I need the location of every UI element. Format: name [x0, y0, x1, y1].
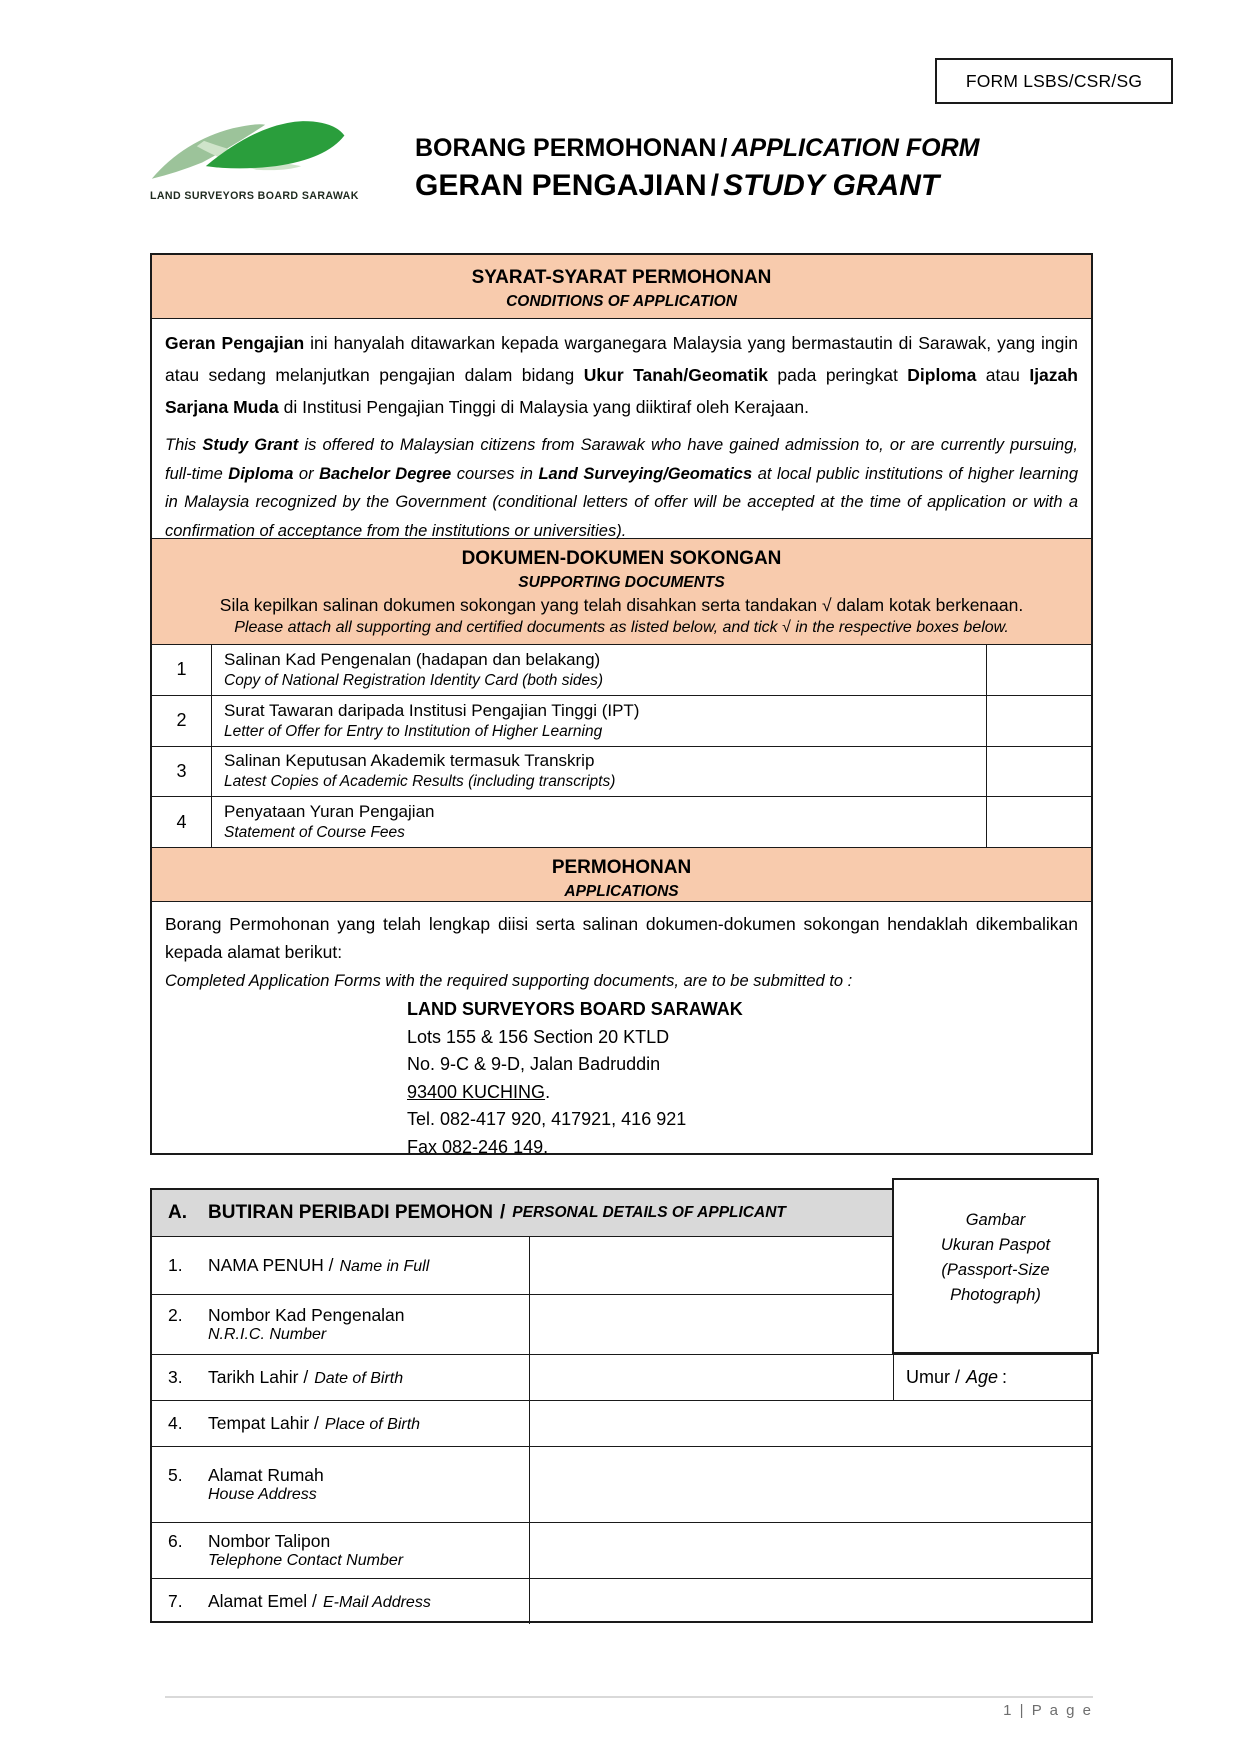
document-row-4	[152, 797, 1091, 847]
row-place-of-birth	[152, 1401, 1091, 1447]
applications-paragraph-english: Completed Application Forms with the required supporting documents, are to be submitted to :	[165, 972, 853, 990]
document-number: 2	[152, 696, 212, 746]
row-number: 3.	[168, 1367, 183, 1387]
section-letter: A.	[168, 1202, 187, 1223]
text-run: di Institusi Pengajian Tinggi di Malaysia yang diiktiraf oleh Kerajaan.	[278, 397, 809, 417]
documents-section-header	[152, 539, 1091, 645]
text-run: Diploma	[907, 365, 977, 385]
age-colon: :	[1002, 1367, 1008, 1387]
row-date-of-birth	[152, 1355, 1091, 1401]
document-description	[212, 645, 987, 695]
text-run: Ijazah Sarjana Muda	[165, 365, 1078, 417]
row-email-address	[152, 1579, 1091, 1624]
label-malay: Tarikh Lahir /	[208, 1367, 309, 1387]
text-run: This	[165, 436, 203, 454]
address-telephone: Tel. 082-417 920, 417921, 416 921	[407, 1109, 687, 1129]
title2-malay: GERAN PENGAJIAN	[415, 169, 707, 202]
document-row-1	[152, 645, 1091, 696]
text-run: atau	[976, 365, 1030, 385]
row-number: 7.	[168, 1591, 183, 1611]
documents-instruction-malay: Sila kepilkan salinan dokumen sokongan yang telah disahkan serta tandakan √ dalam kotak berkenaan.	[219, 595, 1024, 615]
document-title-english: Statement of Course Fees	[224, 824, 405, 842]
conditions-section-header	[152, 255, 1091, 319]
text-run: or	[293, 464, 320, 483]
personal-heading-english: PERSONAL DETAILS OF APPLICANT	[512, 1204, 786, 1221]
text-run: is offered to Malaysian citizens from Sarawak who have gained admission to, or are currently pursuing, full-time	[165, 436, 1078, 483]
photo-box-line-2: Ukuran Paspot	[940, 1236, 1051, 1254]
form-title	[415, 130, 980, 206]
page-number: 1 | P a g e	[1003, 1702, 1093, 1719]
label-malay: NAMA PENUH /	[208, 1255, 334, 1275]
text-run: Geran Pengajian	[165, 333, 305, 353]
label-english: E-Mail Address	[322, 1594, 431, 1611]
document-row-2	[152, 696, 1091, 747]
applications-heading-malay: PERMOHONAN	[551, 857, 692, 878]
title2-separator: /	[710, 169, 720, 202]
conditions-table	[150, 253, 1093, 1155]
tick-box-4[interactable]	[987, 797, 1091, 847]
title-line-2	[415, 166, 980, 206]
title1-malay: BORANG PERMOHONAN	[415, 134, 717, 162]
documents-checklist	[152, 645, 1091, 847]
label-english: N.R.I.C. Number	[208, 1326, 327, 1343]
conditions-paragraph-malay	[165, 327, 1078, 423]
address-line-2: No. 9-C & 9-D, Jalan Badruddin	[407, 1054, 661, 1074]
footer-divider	[165, 1696, 1093, 1698]
address-city-suffix: .	[545, 1081, 551, 1102]
age-label-malay: Umur /	[906, 1367, 960, 1387]
address-city: 93400 KUCHING	[407, 1081, 546, 1102]
row-telephone-number	[152, 1523, 1091, 1579]
text-run: Bachelor Degree	[319, 464, 452, 483]
label-malay: Nombor Kad Pengenalan	[208, 1305, 405, 1325]
label-english: Name in Full	[339, 1258, 430, 1275]
document-title-malay: Surat Tawaran daripada Institusi Pengajian Tinggi (IPT)	[224, 700, 640, 720]
title2-english: STUDY GRANT	[723, 169, 940, 202]
label-telephone-number	[152, 1523, 530, 1578]
label-date-of-birth	[152, 1355, 530, 1400]
title1-separator: /	[720, 134, 728, 162]
document-title-english: Copy of National Registration Identity Card (both sides)	[224, 671, 604, 689]
applications-body	[152, 902, 1091, 1153]
document-number: 3	[152, 747, 212, 797]
label-english: House Address	[208, 1486, 317, 1503]
document-number: 4	[152, 797, 212, 847]
address-line-3	[407, 1079, 1078, 1107]
conditions-paragraph-english	[165, 431, 1078, 539]
document-number: 1	[152, 645, 212, 695]
photo-box-line-1: Gambar	[965, 1211, 1026, 1229]
label-malay: Alamat Rumah	[208, 1465, 324, 1485]
document-title-english: Latest Copies of Academic Results (including transcripts)	[224, 773, 616, 791]
personal-heading-separator: /	[500, 1202, 506, 1223]
input-place-of-birth[interactable]	[530, 1401, 1091, 1446]
text-run: pada peringkat	[767, 365, 908, 385]
applications-heading-english: APPLICATIONS	[564, 883, 679, 900]
form-code: FORM LSBS/CSR/SG	[965, 70, 1143, 91]
form-code-box	[935, 58, 1173, 104]
label-email-address	[152, 1579, 530, 1624]
label-nric-number	[152, 1295, 530, 1354]
label-malay: Tempat Lahir /	[208, 1413, 319, 1433]
text-run: Diploma	[228, 464, 294, 483]
tick-box-1[interactable]	[987, 645, 1091, 695]
row-house-address	[152, 1447, 1091, 1523]
text-run: Land Surveying/Geomatics	[538, 464, 753, 483]
logo	[150, 110, 359, 202]
document-row-3	[152, 747, 1091, 798]
passport-photo-box[interactable]	[892, 1178, 1099, 1354]
photo-box-line-4: Photograph)	[950, 1286, 1041, 1304]
documents-heading-english: SUPPORTING DOCUMENTS	[518, 574, 725, 591]
row-number: 2.	[168, 1305, 183, 1325]
applications-paragraph-malay: Borang Permohonan yang telah lengkap diisi serta salinan dokumen-dokumen sokongan hendaklah dikembalikan kepada alamat berikut:	[165, 914, 1078, 962]
label-full-name	[152, 1237, 530, 1294]
age-label-english: Age	[966, 1367, 999, 1387]
age-cell[interactable]	[894, 1355, 1091, 1400]
conditions-heading-malay: SYARAT-SYARAT PERMOHONAN	[471, 267, 772, 288]
label-english: Telephone Contact Number	[208, 1552, 404, 1569]
label-malay: Nombor Talipon	[208, 1531, 331, 1551]
input-email-address[interactable]	[530, 1579, 1091, 1624]
logo-caption: LAND SURVEYORS BOARD SARAWAK	[150, 190, 359, 202]
tick-box-3[interactable]	[987, 747, 1091, 797]
text-run: Study Grant	[202, 436, 299, 454]
submission-address	[407, 996, 1078, 1153]
document-description	[212, 797, 987, 847]
label-english: Date of Birth	[314, 1370, 404, 1387]
document-title-malay: Salinan Kad Pengenalan (hadapan dan belakang)	[224, 649, 601, 669]
logo-graphic	[150, 110, 348, 188]
documents-instruction-english: Please attach all supporting and certified documents as listed below, and tick √ in the respective boxes below.	[234, 619, 1009, 636]
label-house-address	[152, 1447, 530, 1522]
address-fax: Fax 082-246 149.	[407, 1136, 549, 1153]
document-title-english: Letter of Offer for Entry to Institution of Higher Learning	[224, 722, 603, 740]
tick-box-2[interactable]	[987, 696, 1091, 746]
label-place-of-birth	[152, 1401, 530, 1446]
address-organization: LAND SURVEYORS BOARD SARAWAK	[407, 999, 743, 1019]
conditions-heading-english: CONDITIONS OF APPLICATION	[506, 293, 737, 310]
row-number: 6.	[168, 1531, 183, 1551]
address-line-1: Lots 155 & 156 Section 20 KTLD	[407, 1026, 670, 1047]
row-number: 5.	[168, 1465, 183, 1485]
photo-box-line-3: (Passport-Size	[941, 1261, 1050, 1279]
personal-heading-malay: BUTIRAN PERIBADI PEMOHON	[208, 1202, 494, 1223]
conditions-body	[152, 319, 1091, 539]
documents-heading-malay: DOKUMEN-DOKUMEN SOKONGAN	[461, 548, 782, 569]
document-description	[212, 747, 987, 797]
input-telephone-number[interactable]	[530, 1523, 1091, 1578]
applications-section-header	[152, 847, 1091, 902]
input-house-address[interactable]	[530, 1447, 1091, 1522]
text-run: at local public institutions of higher learning in Malaysia recognized by the Government (conditional letters of offer will be accepted at the time of application or with a confirmation of acceptance from the institutions or universities).	[165, 464, 1079, 539]
label-malay: Alamat Emel /	[208, 1591, 317, 1611]
text-run: Ukur Tanah/Geomatik	[583, 365, 768, 385]
title1-english: APPLICATION FORM	[731, 134, 980, 162]
document-title-malay: Penyataan Yuran Pengajian	[224, 802, 435, 822]
text-run: ini hanyalah ditawarkan kepada warganegara Malaysia yang bermastautin di Sarawak, yang ingin atau sedang melanjutkan pengajian dalam bidang	[165, 333, 1078, 385]
row-number: 4.	[168, 1413, 183, 1433]
row-number: 1.	[168, 1255, 183, 1275]
label-english: Place of Birth	[324, 1416, 421, 1433]
document-title-malay: Salinan Keputusan Akademik termasuk Transkrip	[224, 751, 595, 771]
input-date-of-birth[interactable]	[530, 1355, 894, 1400]
title-line-1	[415, 130, 980, 166]
text-run: courses in	[451, 464, 539, 483]
document-description	[212, 696, 987, 746]
